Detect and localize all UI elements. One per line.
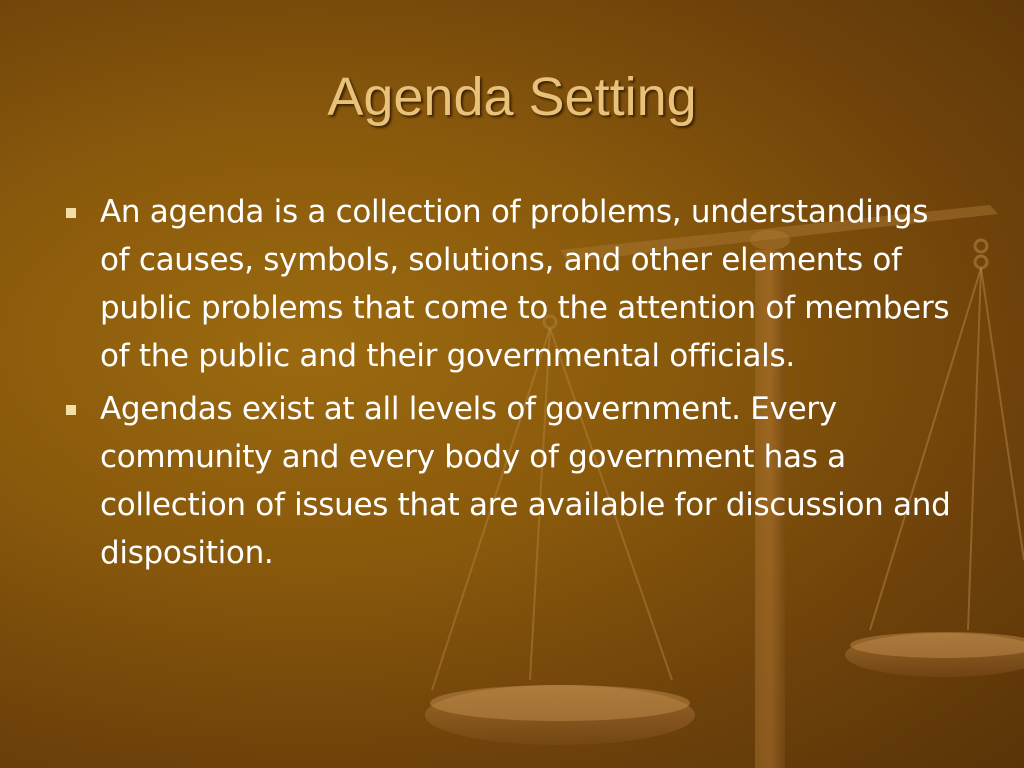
bullet-text: Agendas exist at all levels of government. Every community and every body of government has a collection of issues that are available for discussion and disposition. — [100, 391, 951, 571]
square-bullet-icon — [66, 208, 76, 218]
bullet-item — [62, 385, 962, 577]
square-bullet-icon — [66, 405, 76, 415]
bullet-text: An agenda is a collection of problems, understandings of causes, symbols, solutions, and other elements of public problems that come to the attention of members of the public and their governmental officials. — [100, 194, 950, 374]
bullet-item — [62, 188, 962, 380]
slide-title: Agenda Setting — [327, 67, 697, 127]
bullet-list — [62, 188, 962, 582]
